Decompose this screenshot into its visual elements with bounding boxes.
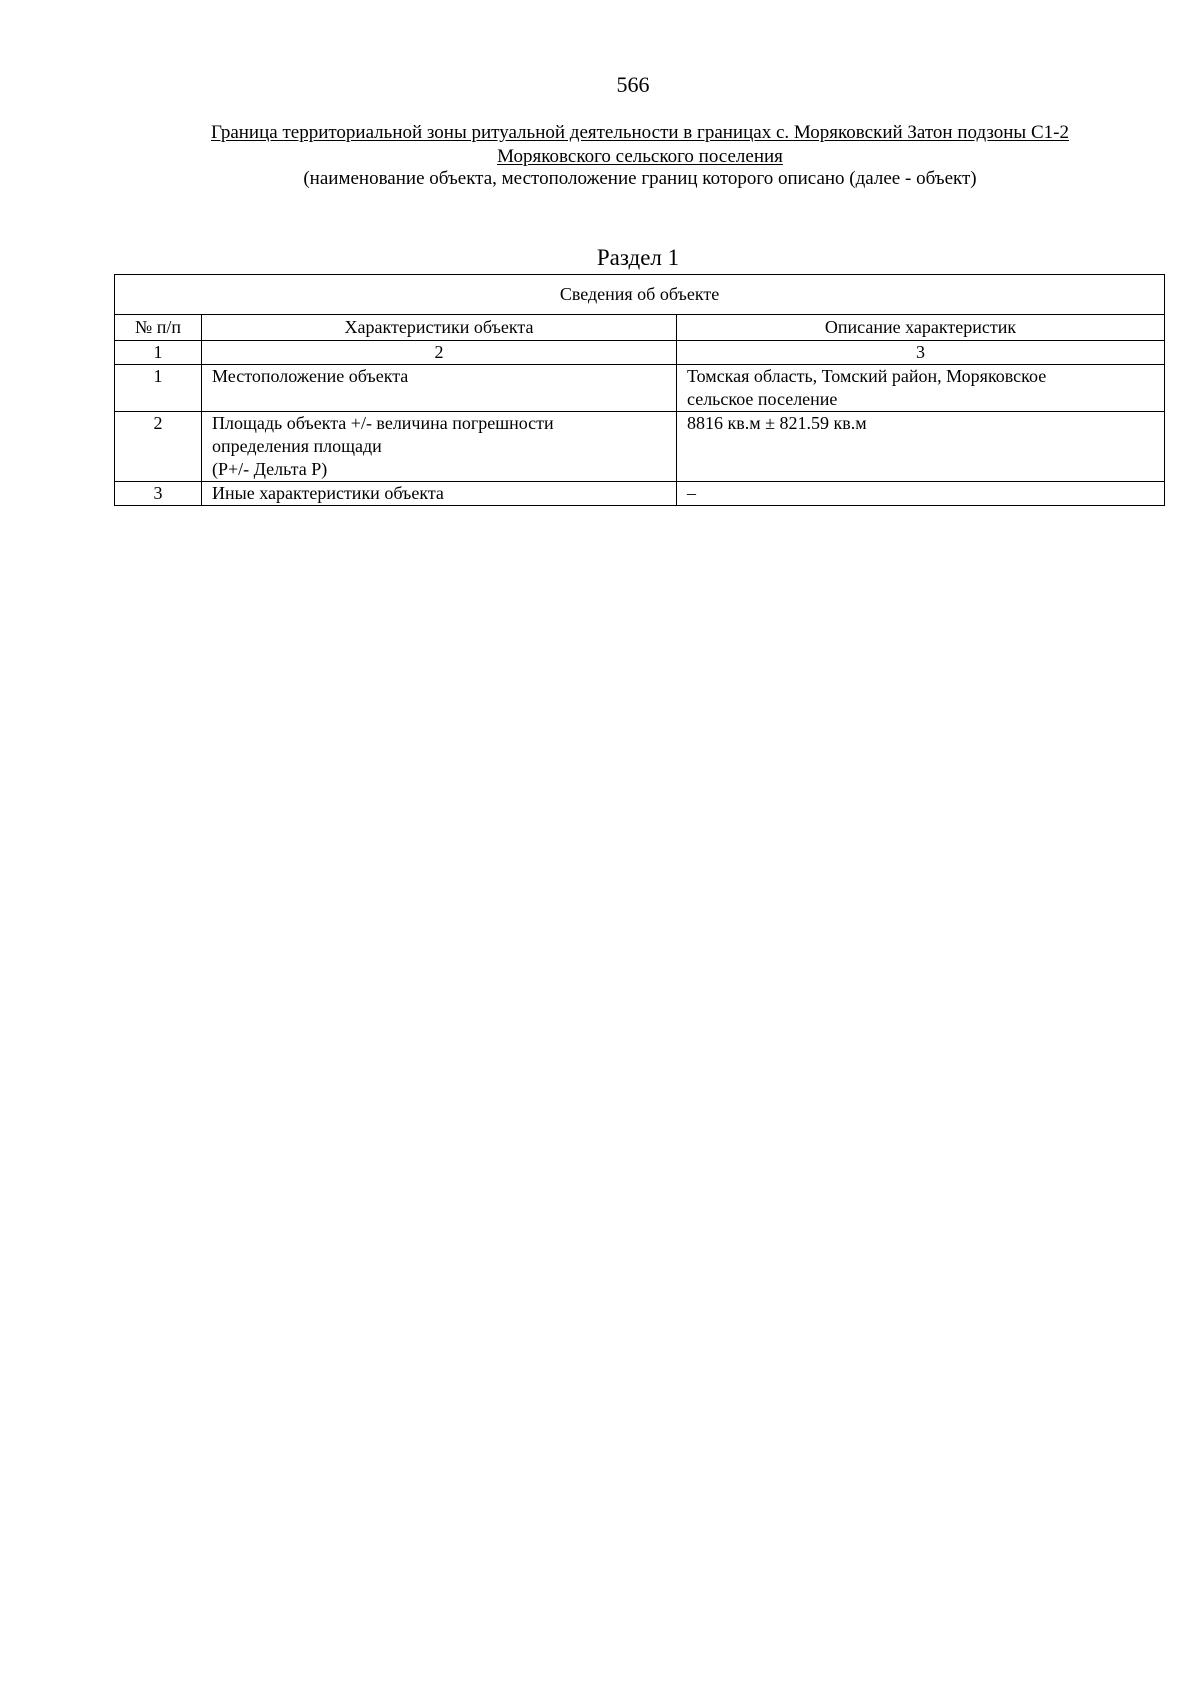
table-row	[115, 482, 1165, 506]
characteristic-line: Иные характеристики объекта	[212, 483, 444, 503]
characteristic-line: определения площади	[212, 436, 382, 456]
characteristic-line: Площадь объекта +/- величина погрешности	[212, 413, 554, 433]
row-description	[677, 482, 1165, 506]
column-number-row	[115, 341, 1165, 365]
description-line: 8816 кв.м ± 821.59 кв.м	[687, 413, 867, 433]
object-title	[160, 121, 1120, 169]
object-title-line-2: Моряковского сельского поселения	[497, 146, 783, 167]
row-characteristic	[202, 365, 677, 412]
row-number: 1	[115, 365, 202, 412]
row-number: 3	[115, 482, 202, 506]
description-line: –	[687, 483, 696, 503]
characteristic-line: Местоположение объекта	[212, 366, 409, 386]
object-title-line-1: Граница территориальной зоны ритуальной деятельности в границах с. Моряковский Затон подзоны С1-2	[211, 122, 1069, 143]
column-number: 1	[115, 341, 202, 365]
row-description	[677, 412, 1165, 482]
header-description: Описание характеристик	[677, 315, 1165, 341]
object-caption: (наименование объекта, местоположение границ которого описано (далее - объект)	[303, 168, 977, 189]
object-info-table	[114, 274, 1165, 506]
description-line: Томская область, Томский район, Моряковское	[687, 366, 1047, 386]
row-characteristic	[202, 482, 677, 506]
row-number: 2	[115, 412, 202, 482]
table-caption: Сведения об объекте	[115, 275, 1165, 315]
section-title: Раздел 1	[596, 245, 680, 270]
header-characteristic: Характеристики объекта	[202, 315, 677, 341]
table-row	[115, 412, 1165, 482]
header-number: № п/п	[115, 315, 202, 341]
column-number: 3	[677, 341, 1165, 365]
row-description	[677, 365, 1165, 412]
page-number: 566	[616, 72, 650, 97]
characteristic-line: (Р+/- Дельта Р)	[212, 459, 328, 479]
table-header-row	[115, 315, 1165, 341]
table-caption-row	[115, 275, 1165, 315]
table-row	[115, 365, 1165, 412]
column-number: 2	[202, 341, 677, 365]
description-line: сельское поселение	[687, 389, 838, 409]
row-characteristic	[202, 412, 677, 482]
